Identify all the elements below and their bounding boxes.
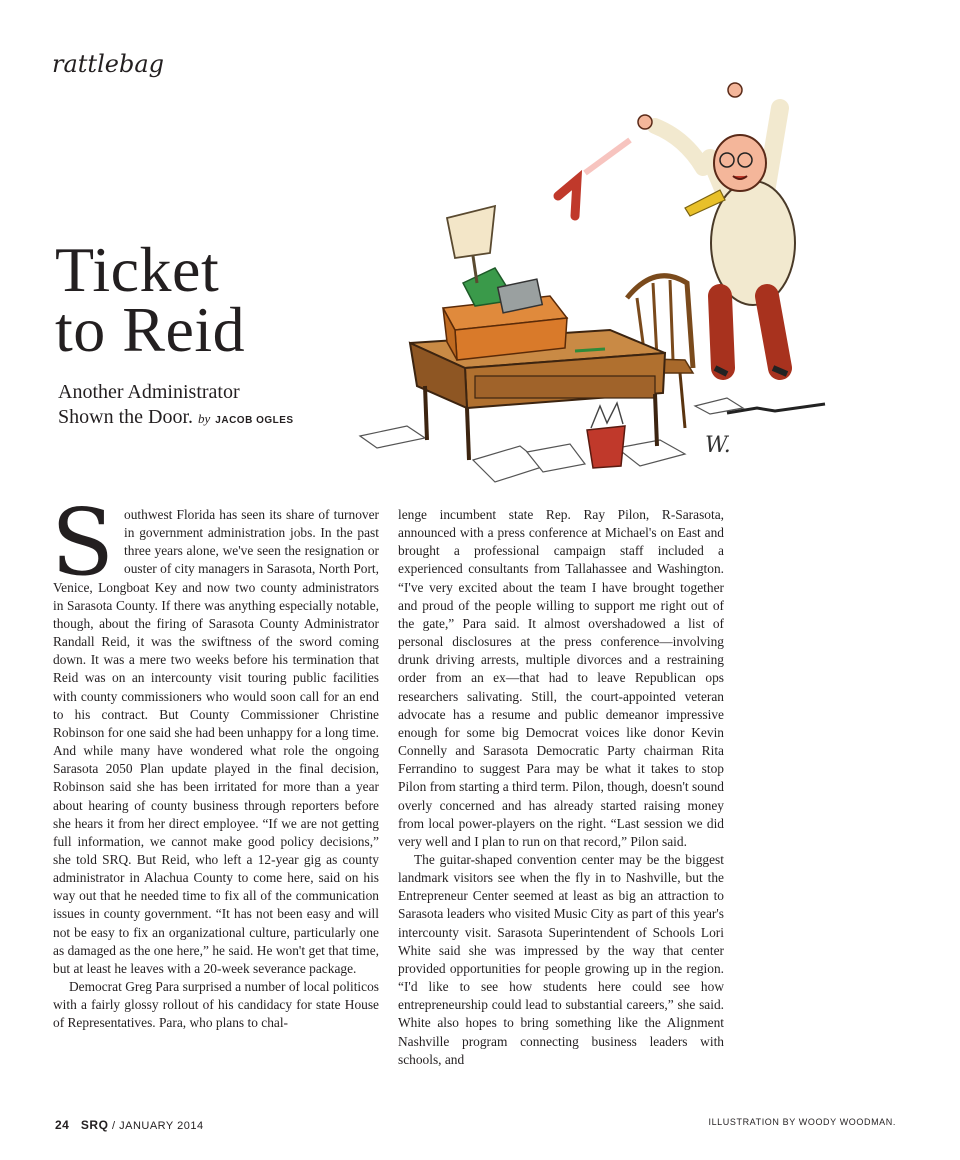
paragraph: The guitar-shaped convention center may be the biggest landmark visitors see when the fly in to Nashville, but the Entrepreneur Center seemed at least as big an attraction to Sarasota leaders who visited Music City as part of this year's intercounty visit. Sarasota Superintendent of Schools Lori White said she was impressed by the way that center provided opportunities for people growing up in the region. “I'd like to see how students here could see how entrepreneurship could lead to substantial careers,” she said. White also hopes to bring something like the Alignment Nashville program connecting business leaders with schools, and bbox=[398, 851, 724, 1067]
article-column-left bbox=[51, 489, 379, 1033]
article-column-right bbox=[398, 506, 724, 1069]
headline-line-1: Ticket bbox=[55, 234, 220, 305]
deck-line-1: Another Administrator bbox=[58, 381, 240, 403]
page-folio bbox=[55, 1118, 204, 1132]
paragraph: lenge incumbent state Rep. Ray Pilon, R-Sarasota, announced with a press conference at Michael's on East and brought a professional campaign staff included a experienced consultants from Tallahassee and Washington. “I've very excited about the team I have brought together and proud of the people willing to support me right out of the gate,” Para said. It almost overshadowed a list of personal disclosures at the press conference—involving drunk driving arrests, multiple divorces and a restraining order from an ex—that had to leave Republican ops researchers salivating. Still, the court-appointed veteran advocate has a resume and public demeanor impressive enough for some big Democrat voices like donor Kevin Connelly and Sarasota Democratic Party chairman Rita Ferrandino to suggest Para may be what it takes to stop Pilon from starting a third term. Pilon, though, doesn't sound overly concerned and has already started raising money from local power-players on the right. “Last session we did very well and I plan to run on that record,” Pilon said. bbox=[398, 507, 724, 849]
section-tag: rattlebag bbox=[52, 50, 164, 78]
headline bbox=[55, 234, 246, 365]
paragraph: Democrat Greg Para surprised a number of local politicos with a fairly glossy rollout of his candidacy for state House of Representatives. Para, who plans to chal- bbox=[53, 979, 379, 1031]
issue-date: / JANUARY 2014 bbox=[112, 1120, 204, 1132]
drop-cap: S bbox=[51, 489, 115, 596]
paragraph-text: outhwest Florida has seen its share of turnover in government administration jobs. In the past three years alone, we've seen the resignation or ouster of city managers in Sarasota, North Port, Venice, Longboat Key and now two county administrators in Sarasota County. If there was anything especially notable, though, about the firing of Sarasota County Administrator Randall Reid, it was the swiftness of the sword coming down. It was a mere two weeks before his termination that Reid was on an intercounty visit touring public facilities with county commissioners who would soon call for an end to his contract. But County Commissioner Christine Robinson for one said she had been unhappy for a long time. And while many have wondered what role the ongoing Sarasota 2050 Plan update played in the final decision, Robinson said she has been irritated for more than a year about hearing of county business through reporters before she hears it from her direct employee. “If we are not getting full information, we cannot make good policy decisions,” she told SRQ. But Reid, who left a 12-year gig as county administrator in Alachua County to come here, said on his way out that he needed time to fix all of the communication issues in county government. “It has not been easy and will not be easy to fix an organizational culture, particularly one as damaged as the one here,” he said. He won't get that time, but at least he leaves with a 20-week severance package. bbox=[53, 507, 379, 976]
byline-author: JACOB OGLES bbox=[215, 415, 294, 426]
illustration-credit: ILLUSTRATION BY WOODY WOODMAN. bbox=[708, 1117, 896, 1127]
deck bbox=[58, 380, 294, 433]
magazine-name: SRQ bbox=[80, 1118, 109, 1132]
byline-by: by bbox=[198, 411, 211, 426]
deck-line-2: Shown the Door. bbox=[58, 406, 193, 428]
headline-line-2: to Reid bbox=[55, 294, 246, 365]
paragraph bbox=[51, 489, 379, 978]
page-number: 24 bbox=[55, 1118, 70, 1132]
artist-signature: W. bbox=[705, 433, 731, 458]
cartoon-illustration bbox=[355, 68, 855, 498]
